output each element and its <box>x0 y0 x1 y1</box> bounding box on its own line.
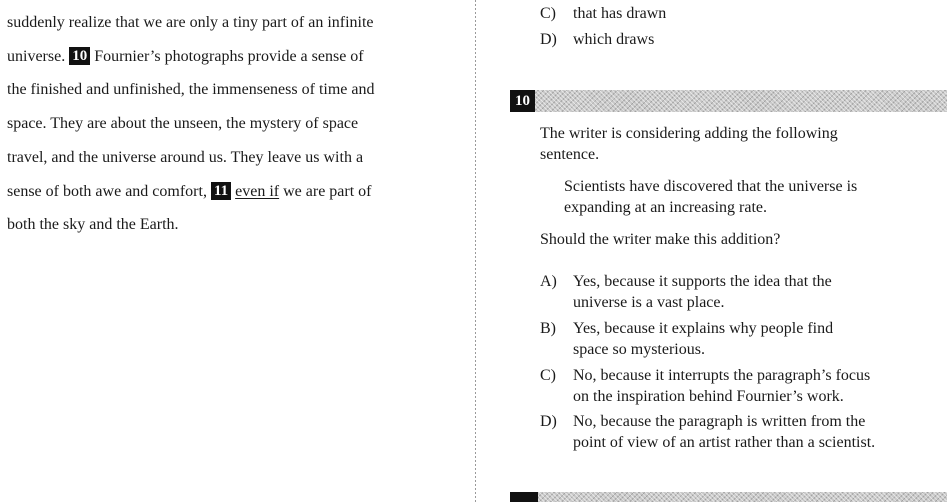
choice-text-line-2: universe is a vast place. <box>573 294 725 311</box>
choice-c[interactable] <box>540 365 940 407</box>
choice-letter: D) <box>540 31 557 48</box>
choice-text-line-1: No, because it interrupts the paragraph’s focus <box>573 367 871 384</box>
next-question-number-block <box>510 492 538 502</box>
choice-letter: C) <box>540 367 556 384</box>
passage-line-1: suddenly realize that we are only a tiny part of an infinite <box>7 14 374 31</box>
passage-line-6-start: sense of both awe and comfort, <box>7 182 207 200</box>
question-marker-11[interactable]: 11 <box>211 182 231 200</box>
question-marker-10[interactable]: 10 <box>69 47 90 65</box>
quote-line-1: Scientists have discovered that the universe is <box>564 178 858 195</box>
passage-line-6 <box>7 175 462 209</box>
question-number: 10 <box>510 90 535 112</box>
choice-letter: D) <box>540 413 557 430</box>
choice-text: that has drawn <box>573 5 667 22</box>
choice-a[interactable] <box>540 271 940 313</box>
question-prompt: Should the writer make this addition? <box>540 231 781 248</box>
choice-text-line-2: on the inspiration behind Fournier’s work. <box>573 388 844 405</box>
passage-line-6-end: we are part of <box>283 182 372 200</box>
choice-text-line-1: Yes, because it supports the idea that the <box>573 273 832 290</box>
choice-d[interactable] <box>540 411 940 453</box>
choice-b[interactable] <box>540 318 940 360</box>
proposed-sentence <box>564 176 924 218</box>
passage-line-2 <box>7 40 462 74</box>
quote-line-2: expanding at an increasing rate. <box>564 199 768 216</box>
stem-line-2: sentence. <box>540 146 600 163</box>
passage-line-2-end: Fournier’s photographs provide a sense of <box>94 47 364 65</box>
stem-line-1: The writer is considering adding the following <box>540 125 838 142</box>
passage-line-3: the finished and unfinished, the immenseness of time and <box>7 81 375 99</box>
choice-text-line-2: space so mysterious. <box>573 341 705 358</box>
passage-text <box>7 6 462 242</box>
passage-line-7: both the sky and the Earth. <box>7 216 179 234</box>
question-stem <box>540 123 920 165</box>
choice-text-line-2: point of view of an artist rather than a scientist. <box>573 434 876 451</box>
choice-letter: A) <box>540 273 557 290</box>
next-question-header <box>510 492 947 502</box>
choice-letter: C) <box>540 5 556 22</box>
passage-line-5: travel, and the universe around us. They leave us with a <box>7 148 364 166</box>
prev-choice-c[interactable] <box>540 3 940 24</box>
passage-line-4: space. They are about the unseen, the mystery of space <box>7 115 359 133</box>
choice-letter: B) <box>540 320 556 337</box>
passage-line-2-start: universe. <box>7 47 66 65</box>
underlined-phrase: even if <box>235 182 280 200</box>
choice-text: which draws <box>573 31 655 48</box>
column-divider <box>475 0 476 502</box>
question-header <box>510 90 947 112</box>
choice-text-line-1: No, because the paragraph is written from the <box>573 413 866 430</box>
prev-choice-d[interactable] <box>540 29 940 50</box>
choice-text-line-1: Yes, because it explains why people find <box>573 320 834 337</box>
